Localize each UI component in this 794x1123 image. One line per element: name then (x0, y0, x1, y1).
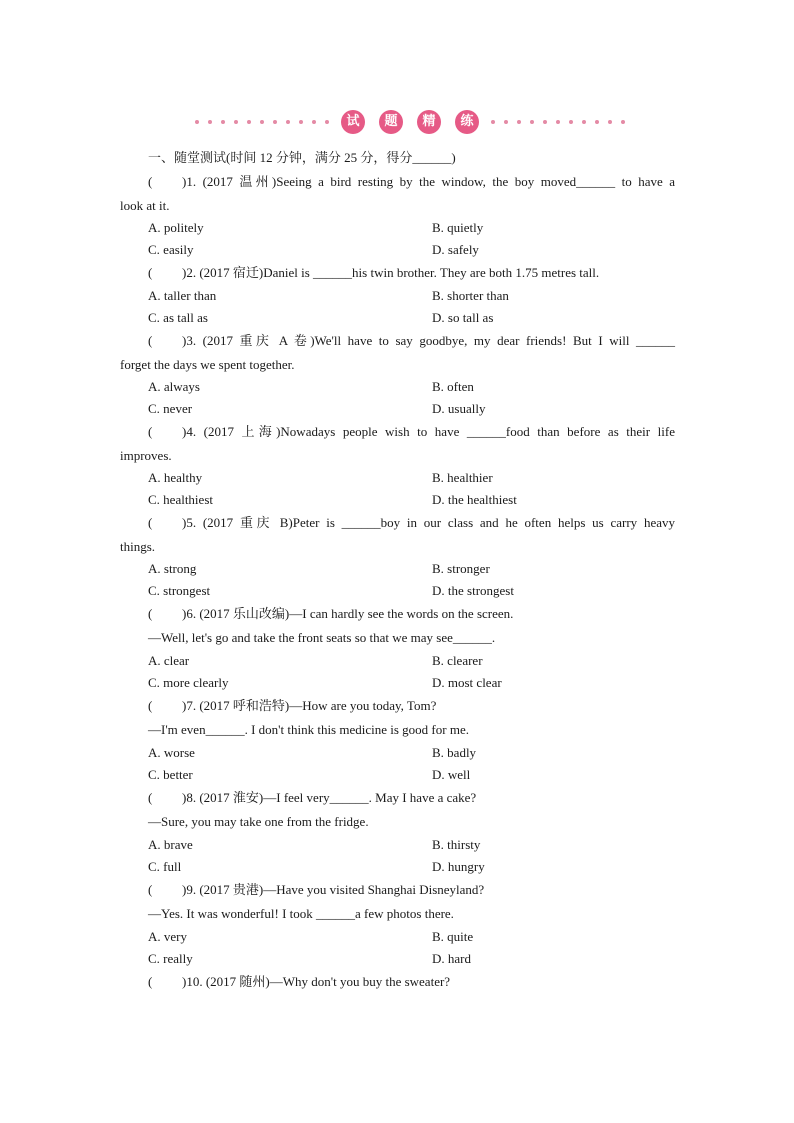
question-continuation: forget the days we spent together. (120, 357, 295, 372)
answer-blank[interactable]: ( (148, 698, 153, 713)
dot-icon (543, 120, 547, 124)
dot-icon (299, 120, 303, 124)
options (120, 217, 675, 261)
option-b: B. shorter than (432, 288, 509, 303)
question-4 (120, 420, 675, 511)
question-text: )5. (2017 重庆 B)Peter is ______boy in our class and he often helps us carry heavy (182, 515, 675, 530)
question-8 (120, 786, 675, 878)
question-stem (120, 970, 675, 994)
question-stem (120, 329, 675, 353)
dot-icon (286, 120, 290, 124)
question-text: )8. (2017 淮安)—I feel very______. May I have a cake? (182, 790, 477, 805)
options (120, 285, 675, 329)
answer-blank[interactable]: ( (148, 606, 153, 621)
question-text: )3. (2017 重庆 A 卷)We'll have to say goodbye, my dear friends! But I will ______ (182, 333, 675, 348)
question-7 (120, 694, 675, 786)
option-d: D. hungry (432, 859, 485, 874)
answer-blank[interactable]: ( (148, 790, 153, 805)
option-c: C. as tall as (148, 310, 208, 325)
option-d: D. safely (432, 242, 479, 257)
option-d: D. well (432, 767, 471, 782)
dot-icon (504, 120, 508, 124)
question-3 (120, 329, 675, 420)
banner-char: 精 (417, 110, 441, 134)
question-text: )1. (2017 温州)Seeing a bird resting by the window, the boy moved______ to have a (182, 174, 675, 189)
question-5 (120, 511, 675, 602)
answer-blank[interactable]: ( (148, 174, 153, 189)
option-b: B. healthier (432, 470, 493, 485)
answer-blank[interactable]: ( (148, 424, 153, 439)
option-c: C. healthiest (148, 492, 213, 507)
dot-icon (273, 120, 277, 124)
dot-icon (595, 120, 599, 124)
dot-icon (621, 120, 625, 124)
option-b: B. clearer (432, 653, 483, 668)
banner-char: 试 (341, 110, 365, 134)
question-stem (120, 420, 675, 444)
option-d: D. hard (432, 951, 471, 966)
section-header: 一、随堂测试(时间 12 分钟，满分 25 分，得分______) (148, 150, 456, 165)
option-a: A. very (148, 929, 187, 944)
option-d: D. the strongest (432, 583, 514, 598)
option-a: A. worse (148, 745, 195, 760)
question-stem (120, 602, 675, 626)
banner-title (341, 110, 479, 134)
question-text: )7. (2017 呼和浩特)—How are you today, Tom? (182, 698, 437, 713)
answer-blank[interactable]: ( (148, 515, 153, 530)
question-stem (120, 170, 675, 194)
dot-icon (312, 120, 316, 124)
option-b: B. often (432, 379, 474, 394)
section-banner (190, 108, 630, 136)
options (120, 650, 675, 694)
worksheet (120, 146, 675, 994)
dot-icon (491, 120, 495, 124)
question-9 (120, 878, 675, 970)
dot-icon (221, 120, 225, 124)
banner-char: 题 (379, 110, 403, 134)
option-b: B. badly (432, 745, 477, 760)
answer-blank[interactable]: ( (148, 882, 153, 897)
dot-icon (195, 120, 199, 124)
dialog-line: —Yes. It was wonderful! I took ______a few photos there. (148, 906, 454, 921)
options (120, 926, 675, 970)
dot-icon (234, 120, 238, 124)
question-stem (120, 261, 675, 285)
option-c: C. more clearly (148, 675, 229, 690)
question-stem (120, 878, 675, 902)
answer-blank[interactable]: ( (148, 974, 153, 989)
question-continuation: things. (120, 539, 156, 554)
option-c: C. really (148, 951, 193, 966)
question-text: )6. (2017 乐山改编)—I can hardly see the words on the screen. (182, 606, 514, 621)
option-c: C. strongest (148, 583, 211, 598)
option-c: C. easily (148, 242, 194, 257)
question-text: )4. (2017 上海)Nowadays people wish to have ______food than before as their life (182, 424, 675, 439)
options (120, 834, 675, 878)
question-6 (120, 602, 675, 694)
option-a: A. strong (148, 561, 197, 576)
dot-icon (517, 120, 521, 124)
left-dots (195, 120, 329, 124)
dialog-line: —Well, let's go and take the front seats so that we may see______. (148, 630, 496, 645)
question-text: )10. (2017 随州)—Why don't you buy the sweater? (182, 974, 451, 989)
question-2 (120, 261, 675, 329)
option-a: A. always (148, 379, 200, 394)
answer-blank[interactable]: ( (148, 333, 153, 348)
question-continuation: improves. (120, 448, 172, 463)
question-text: )9. (2017 贵港)—Have you visited Shanghai Disneyland? (182, 882, 485, 897)
options (120, 467, 675, 511)
option-b: B. quietly (432, 220, 484, 235)
option-a: A. politely (148, 220, 204, 235)
options (120, 742, 675, 786)
dot-icon (556, 120, 560, 124)
option-b: B. stronger (432, 561, 490, 576)
question-continuation: look at it. (120, 198, 170, 213)
dot-icon (582, 120, 586, 124)
option-d: D. the healthiest (432, 492, 517, 507)
dot-icon (569, 120, 573, 124)
option-a: A. healthy (148, 470, 203, 485)
dot-icon (208, 120, 212, 124)
option-c: C. never (148, 401, 193, 416)
question-text: )2. (2017 宿迁)Daniel is ______his twin brother. They are both 1.75 metres tall. (182, 265, 600, 280)
option-a: A. brave (148, 837, 193, 852)
dot-icon (247, 120, 251, 124)
option-c: C. better (148, 767, 193, 782)
option-d: D. most clear (432, 675, 502, 690)
answer-blank[interactable]: ( (148, 265, 153, 280)
option-d: D. usually (432, 401, 486, 416)
right-dots (491, 120, 625, 124)
question-stem (120, 694, 675, 718)
options (120, 558, 675, 602)
dialog-line: —Sure, you may take one from the fridge. (148, 814, 369, 829)
option-b: B. quite (432, 929, 474, 944)
dot-icon (608, 120, 612, 124)
question-10 (120, 970, 675, 994)
question-stem (120, 511, 675, 535)
dot-icon (530, 120, 534, 124)
options (120, 376, 675, 420)
dialog-line: —I'm even______. I don't think this medicine is good for me. (148, 722, 469, 737)
question-1 (120, 170, 675, 261)
dot-icon (260, 120, 264, 124)
banner-char: 练 (455, 110, 479, 134)
option-a: A. clear (148, 653, 190, 668)
question-stem (120, 786, 675, 810)
option-c: C. full (148, 859, 182, 874)
option-a: A. taller than (148, 288, 217, 303)
option-d: D. so tall as (432, 310, 494, 325)
option-b: B. thirsty (432, 837, 481, 852)
dot-icon (325, 120, 329, 124)
